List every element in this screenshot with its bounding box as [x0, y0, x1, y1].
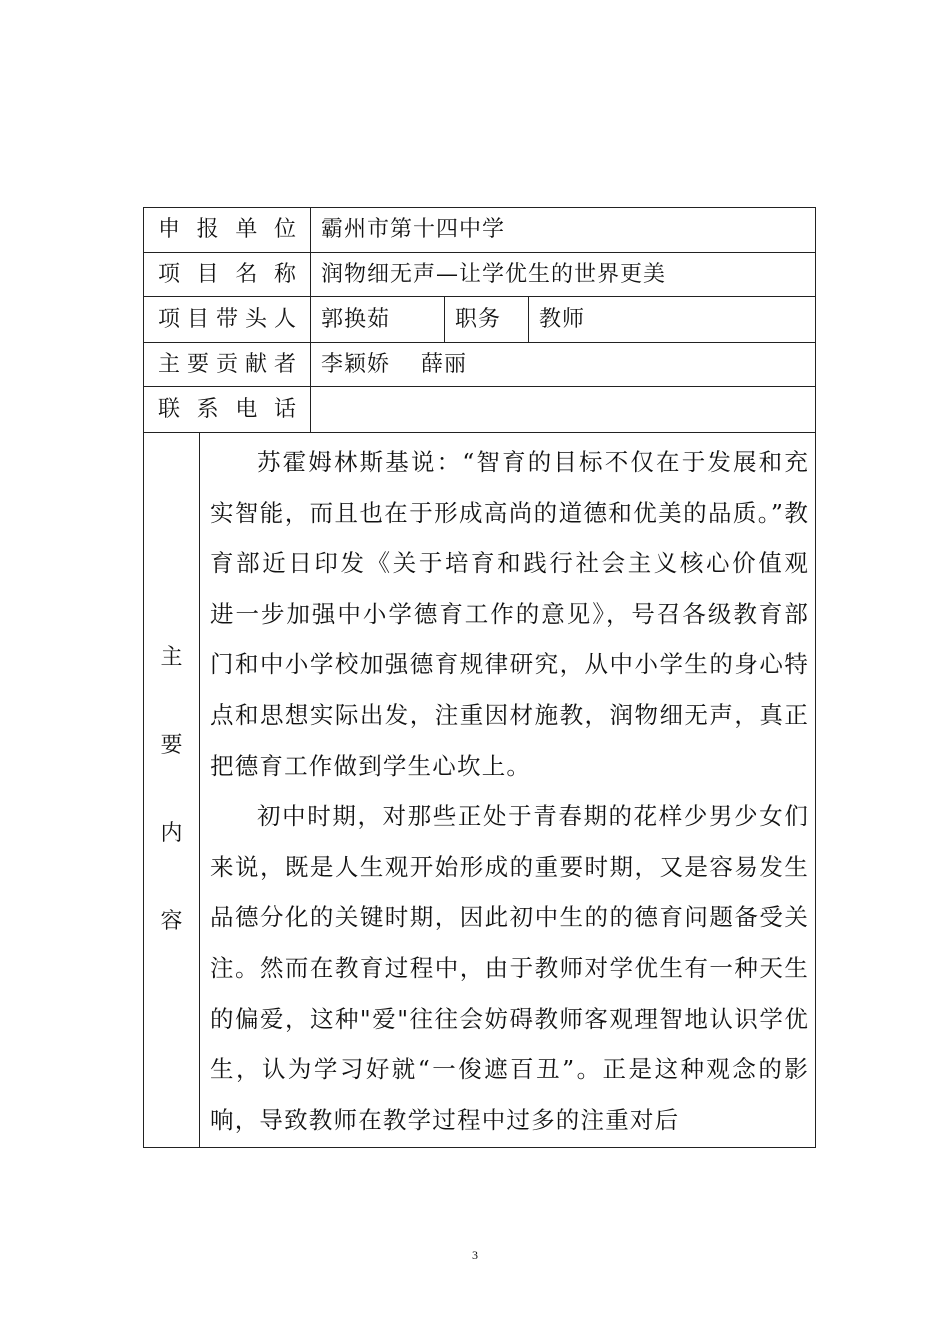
row-contributors	[144, 343, 816, 387]
content-paragraph: 苏霍姆林斯基说：“智育的目标不仅在于发展和充实智能，而且也在于形成高尚的道德和优美的品质。”教育部近日印发《关于培育和践行社会主义核心价值观 进一步加强中小学德育工作的意见》，号召各级教育部门和中小学校加强德育规律研究，从中小学生的身心特点和思想实际出发，注重因材施教，润物细无声，真正把德育工作做到学生心坎上。	[210, 448, 810, 780]
application-form-table	[143, 207, 816, 1148]
phone-label: 联系电话	[144, 387, 311, 433]
row-main-content	[144, 433, 816, 1148]
page-number: 3	[472, 1248, 478, 1262]
unit-value: 霸州市第十四中学	[311, 208, 816, 253]
contributors-value: 李颖娇 薛丽	[311, 343, 816, 387]
unit-label: 申报单位	[144, 208, 311, 253]
position-label: 职务	[445, 297, 529, 343]
project-label: 项目名称	[144, 253, 311, 297]
main-content-label	[144, 433, 200, 1148]
position-value: 教师	[529, 297, 816, 343]
leader-value: 郭换茹	[311, 297, 445, 343]
row-leader	[144, 297, 816, 343]
main-content-label-char: 内	[160, 821, 183, 846]
phone-value	[311, 387, 816, 433]
leader-label: 项目带头人	[144, 297, 311, 343]
row-project	[144, 253, 816, 297]
main-content-body	[200, 433, 816, 1148]
content-paragraph: 初中时期，对那些正处于青春期的花样少男少女们来说，既是人生观开始形成的重要时期，又是容易发生品德分化的关键时期，因此初中生的的德育问题备受关注。然而在教育过程中，由于教师对学优生有一种天生的偏爱，这种"爱"往往会妨碍教师客观理智地认识学优生，认为学习好就“一俊遮百丑”。正是这种观念的影响，导致教师在教学过程中过多的注重对后	[210, 802, 810, 1134]
main-content-label-char: 容	[160, 909, 183, 934]
row-unit	[144, 208, 816, 253]
contributors-label: 主要贡献者	[144, 343, 311, 387]
row-phone	[144, 387, 816, 433]
project-value: 润物细无声—让学优生的世界更美	[311, 253, 816, 297]
main-content-label-char: 主	[160, 645, 183, 670]
main-content-label-char: 要	[160, 733, 183, 758]
